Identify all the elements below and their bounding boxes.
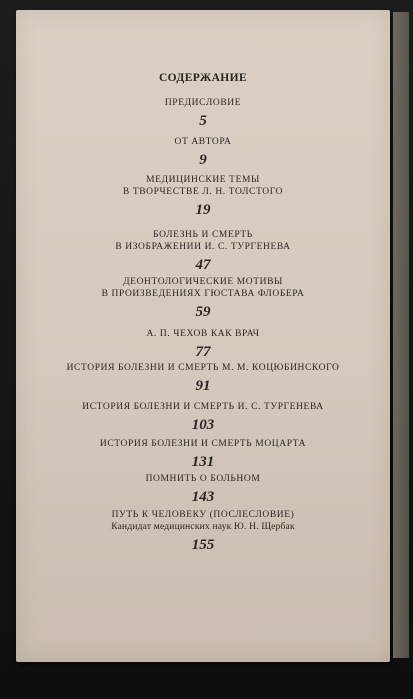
- entry-page-number: 103: [191, 417, 215, 433]
- entry-title-line-1: ДЕОНТОЛОГИЧЕСКИЕ МОТИВЫ: [123, 277, 283, 287]
- entry-author-line: Кандидат медицинских наук Ю. Н. Щербак: [111, 522, 295, 532]
- entry-title: ИСТОРИЯ БОЛЕЗНИ И СМЕРТЬ МОЦАРТА: [99, 439, 307, 449]
- entry-page-number: 5: [199, 113, 207, 129]
- entry-page-number: 59: [195, 304, 211, 320]
- toc-heading: СОДЕРЖАНИЕ: [158, 72, 248, 84]
- entry-page-number: 143: [191, 489, 215, 505]
- toc-entry-mozart: [16, 438, 390, 472]
- entry-title-line-1: БОЛЕЗНЬ И СМЕРТЬ: [153, 230, 253, 240]
- entry-title-line-2: В ТВОРЧЕСТВЕ Л. Н. ТОЛСТОГО: [122, 187, 284, 197]
- entry-page-number: 131: [191, 454, 215, 470]
- toc-entry-afterword: [16, 509, 390, 555]
- toc-entry-chekhov: [16, 328, 390, 362]
- entry-title: ИСТОРИЯ БОЛЕЗНИ И СМЕРТЬ М. М. КОЦЮБИНСКОГО: [66, 363, 340, 373]
- toc-entry-tolstoy: [16, 174, 390, 220]
- entry-page-number: 91: [195, 378, 211, 394]
- toc-entry-remember-patient: [16, 473, 390, 507]
- entry-title: ИСТОРИЯ БОЛЕЗНИ И СМЕРТЬ И. С. ТУРГЕНЕВА: [82, 402, 324, 412]
- toc-entry-from-author: [16, 136, 390, 170]
- entry-title: ОТ АВТОРА: [174, 137, 232, 147]
- entry-title-line-1: МЕДИЦИНСКИЕ ТЕМЫ: [146, 175, 260, 185]
- entry-title-line-2: В ИЗОБРАЖЕНИИ И. С. ТУРГЕНЕВА: [115, 242, 291, 252]
- entry-page-number: 19: [195, 202, 211, 218]
- toc-entry-turgenev-history: [16, 401, 390, 435]
- entry-page-number: 9: [199, 152, 207, 168]
- entry-title-line-2: В ПРОИЗВЕДЕНИЯХ ГЮСТАВА ФЛОБЕРА: [101, 289, 305, 299]
- toc-entry-kotsyubinsky: [16, 362, 390, 396]
- entry-title: ПРЕДИСЛОВИЕ: [164, 98, 242, 108]
- table-of-contents: [16, 10, 390, 662]
- toc-entry-flaubert: [16, 276, 390, 322]
- entry-title: ПОМНИТЬ О БОЛЬНОМ: [145, 474, 261, 484]
- entry-title: А. П. ЧЕХОВ КАК ВРАЧ: [146, 329, 260, 339]
- entry-page-number: 155: [191, 537, 215, 553]
- toc-entry-turgenev-death: [16, 229, 390, 275]
- entry-page-number: 77: [195, 344, 211, 360]
- entry-title: ПУТЬ К ЧЕЛОВЕКУ (ПОСЛЕСЛОВИЕ): [111, 510, 295, 520]
- toc-entry-preface: [16, 97, 390, 131]
- entry-page-number: 47: [195, 257, 211, 273]
- page-edge-shadow: [393, 12, 409, 658]
